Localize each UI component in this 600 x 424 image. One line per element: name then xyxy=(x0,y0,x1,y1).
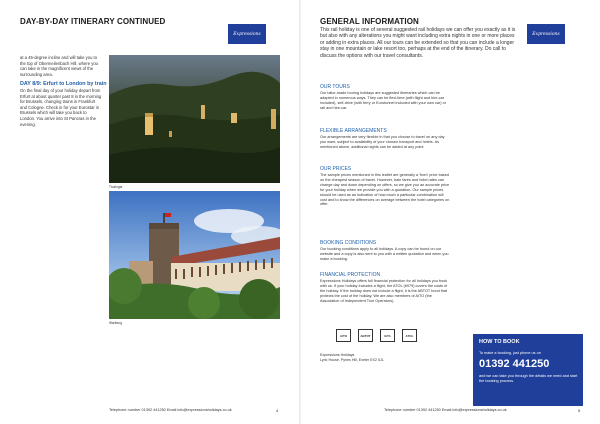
section-text: Expressions Holidays offers full financial protection for all holidays you book with us. If your holiday includes a flight, the ATOL (6979) covers the costs of the holiday. If the holiday does not include a flight, it is the ABTOT bond that protects the cost of the holiday. We are also members of AITO (the Association of Independent Tour Operators). xyxy=(320,279,448,303)
booking-phone-number: 01392 441250 xyxy=(479,358,550,370)
wartburg-photo-image xyxy=(109,191,280,319)
section-heading: FINANCIAL PROTECTION xyxy=(320,272,381,278)
day-text: On the final day of your holiday depart from Erfurt at about quarter past 8 in the morning for Brussels, changing trains in Frankfurt and Cologne. Check in for your Eurostar in Brussels which will take you back to London. You arrive into St Pancras in the evening. xyxy=(20,88,102,127)
how-to-book-box xyxy=(473,334,583,406)
general-info-intro: This rail holiday is one of several suggested rail holidays we can offer you exactly as it is but also with any alterations you might want including extra nights in one or more places or adding in extra places. All our tours can be extended so that you can include a longer stay in one mountain or lake resort too, perhaps at the end of the itinerary. Do call to discuss the options with our travel consultants. xyxy=(320,27,516,59)
right-logo-text: Expressions xyxy=(532,31,560,37)
right-brand-logo xyxy=(527,24,565,44)
thuringia-photo xyxy=(109,55,280,183)
address-line-1: Expressions Holidays xyxy=(320,353,355,357)
aito-badge: AITO xyxy=(336,329,351,342)
section-financial-protection xyxy=(320,272,450,304)
atol-badge: ATOL xyxy=(402,329,417,342)
wartburg-caption: Wartburg xyxy=(109,321,122,325)
left-page-title: DAY-BY-DAY ITINERARY CONTINUED xyxy=(20,17,166,26)
section-text: The sample prices mentioned in this leaflet are generally a 'from' price based on the cheapest season of travel. However, train fares and hotel rates can change day and down depending on offers, so we give you an accurate price for your holiday when we provide you with a quotation. Our sample prices should be used as an indication of how much a particular combination will cost and to show the differences on average between the hotel categories on offer. xyxy=(320,173,450,207)
how-to-book-title: HOW TO BOOK xyxy=(479,339,520,345)
right-page-number: 5 xyxy=(578,408,581,413)
right-footer: Telephone number 01392 441250 Email info@expressionsholidays.co.uk xyxy=(384,408,507,412)
section-text: Our arrangements are very flexible in that you choose to travel on any day you want, subject to availability of your chosen transport and hotels. As mentioned above, additional nights can be added at any point. xyxy=(320,135,445,149)
address-line-2: Lyric House, Pynes Hill, Exeter EX2 5JL xyxy=(320,358,384,362)
section-text: Our booking conditions apply to all holidays. A copy can be found on our website and a copy is also sent to you with a written quotation and when you make a booking. xyxy=(320,247,449,261)
section-heading: OUR PRICES xyxy=(320,166,352,172)
wartburg-photo xyxy=(109,191,280,319)
left-brand-logo xyxy=(228,24,266,44)
company-address xyxy=(320,353,384,363)
abtot-badge: ABTOT xyxy=(358,329,373,342)
section-heading: BOOKING CONDITIONS xyxy=(320,240,377,246)
section-our-tours xyxy=(320,84,450,111)
section-heading: FLEXIBLE ARRANGEMENTS xyxy=(320,128,387,134)
section-text: Our tailor-made touring holidays are suggested itineraries which can be adapted in numerous ways. They can be flexi-time (with flight and hire-car included), self-drive (with ferry or Eurotunnel included with your own car) or rail and hire-car. xyxy=(320,91,446,110)
left-intro-text: at a 45-degree incline and will take you to the top of Obermeilenbach Hill, where you can take in the magnificent views of the surrounding area. xyxy=(20,55,98,77)
left-page-number: 4 xyxy=(276,408,279,413)
accreditation-badges xyxy=(336,329,417,342)
thuringia-photo-image xyxy=(109,55,280,183)
iata-badge: IATA xyxy=(380,329,395,342)
right-page-title: GENERAL INFORMATION xyxy=(320,17,419,26)
page-gutter xyxy=(299,0,301,424)
thuringia-caption: Thuringia xyxy=(109,185,123,189)
how-to-book-intro: To make a booking, just phone us on xyxy=(479,351,541,355)
left-logo-text: Expressions xyxy=(233,31,261,37)
how-to-book-outro: and we can take you through the details we need and start the booking process. xyxy=(479,374,578,383)
day-heading: DAY 8/9: Erfurt to London by train xyxy=(20,81,107,87)
left-footer: Telephone number 01392 441250 Email info@expressionsholidays.co.uk xyxy=(109,408,232,412)
section-booking-conditions xyxy=(320,240,450,262)
section-heading: OUR TOURS xyxy=(320,84,350,90)
section-flexible-arrangements xyxy=(320,128,450,150)
section-our-prices xyxy=(320,166,450,207)
